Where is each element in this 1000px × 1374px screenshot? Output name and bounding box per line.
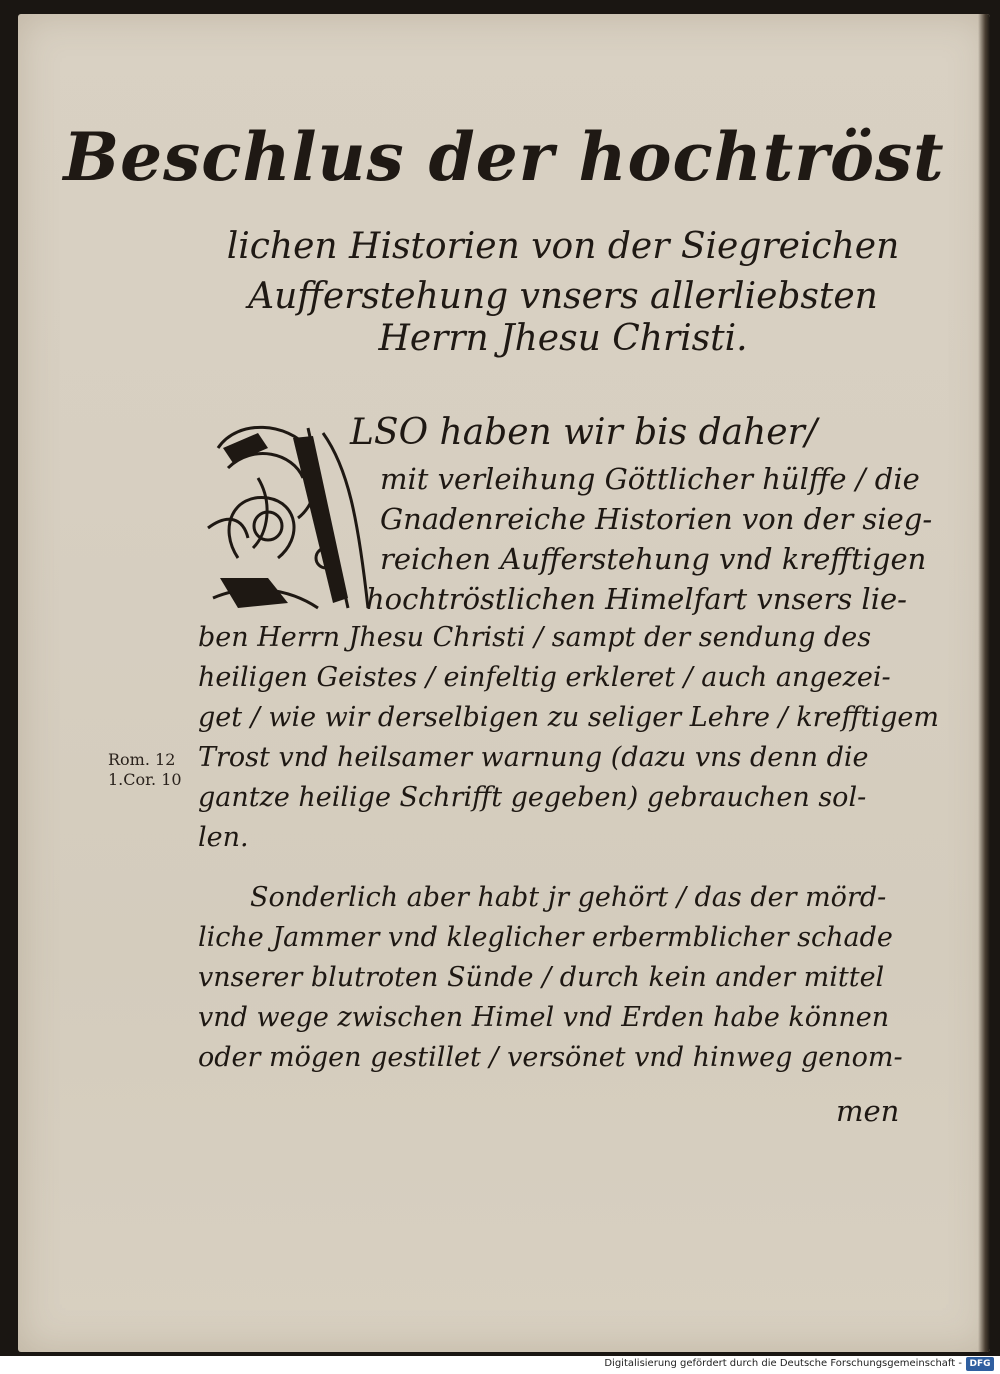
funding-credit: Digitalisierung gefördert durch die Deutsche Forschungsgemeinschaft - — [604, 1358, 962, 1369]
footer-bar — [0, 1356, 1000, 1374]
paragraph2-line-4: vnd wege zwischen Himel vnd Erden habe können — [198, 1002, 890, 1033]
paragraph1-line-7: heiligen Geistes / einfeltig erkleret / auch angezei- — [198, 662, 891, 693]
paragraph2-line-2: liche Jammer vnd kleglicher erbermblicher schade — [198, 922, 893, 953]
paragraph1-line-10: gantze heilige Schrifft gegeben) gebrauchen sol- — [198, 782, 867, 813]
paragraph2-line-5: oder mögen gestillet / versönet vnd hinweg genom- — [198, 1042, 903, 1073]
paragraph1-line-1: LSO haben wir bis daher/ — [350, 412, 817, 453]
paragraph1-line-5: hochtröstlichen Himelfart vnsers lie- — [366, 582, 907, 616]
title-line-2: lichen Historien von der Siegreichen — [226, 226, 900, 267]
paragraph1-line-3: Gnadenreiche Historien von der sieg- — [380, 502, 933, 536]
marginal-note-1: Rom. 12 — [108, 750, 176, 769]
dfg-logo-icon: DFG — [966, 1357, 994, 1371]
paragraph1-line-11: len. — [198, 822, 249, 853]
paragraph1-line-8: get / wie wir derselbigen zu seliger Lehre / krefftigem — [198, 702, 939, 733]
title-line-4: Herrn Jhesu Christi. — [378, 318, 748, 359]
paragraph2-line-1: Sonderlich aber habt jr gehört / das der mörd- — [250, 882, 887, 913]
paragraph1-line-9: Trost vnd heilsamer warnung (dazu vns denn die — [198, 742, 869, 773]
paragraph1-line-6: ben Herrn Jhesu Christi / sampt der sendung des — [198, 622, 872, 653]
paragraph1-line-2: mit verleihung Göttlicher hülffe / die — [380, 462, 920, 496]
catchword: men — [836, 1094, 900, 1128]
book-page — [18, 14, 990, 1352]
title-line-3: Aufferstehung vnsers allerliebsten — [248, 276, 878, 317]
marginal-note-2: 1.Cor. 10 — [108, 770, 182, 789]
paragraph2-line-3: vnserer blutroten Sünde / durch kein ander mittel — [198, 962, 885, 993]
title-line-1: Beschlus der hochtröst — [63, 118, 945, 196]
paragraph1-line-4: reichen Aufferstehung vnd krefftigen — [380, 542, 927, 576]
page-edge-shadow — [978, 14, 990, 1352]
